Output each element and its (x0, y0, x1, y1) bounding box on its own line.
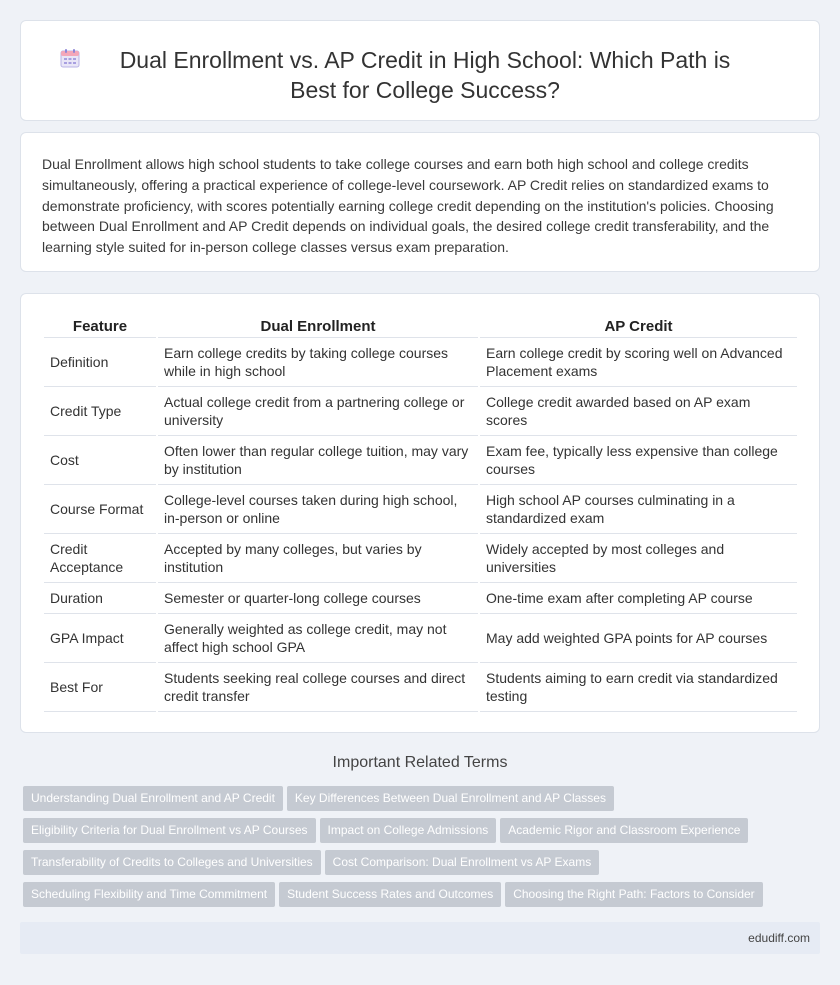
feature-cell: Credit Type (44, 387, 156, 436)
table-row (44, 614, 797, 663)
dual-enrollment-cell: Often lower than regular college tuition, may vary by institution (158, 436, 478, 485)
comparison-table (42, 314, 799, 712)
related-term-tag[interactable]: Understanding Dual Enrollment and AP Credit (23, 786, 283, 811)
feature-cell: GPA Impact (44, 614, 156, 663)
footer-site-link[interactable]: edudiff.com (748, 931, 810, 945)
table-header-row (44, 314, 797, 338)
table-row (44, 387, 797, 436)
tag-row (23, 882, 813, 914)
footer-bar (20, 922, 820, 954)
related-term-tag[interactable]: Student Success Rates and Outcomes (279, 882, 501, 907)
dual-enrollment-cell: Semester or quarter-long college courses (158, 583, 478, 614)
table-row (44, 436, 797, 485)
related-term-tag[interactable]: Eligibility Criteria for Dual Enrollment vs AP Courses (23, 818, 316, 843)
dual-enrollment-cell: Earn college credits by taking college courses while in high school (158, 338, 478, 387)
feature-cell: Duration (44, 583, 156, 614)
related-term-tag[interactable]: Cost Comparison: Dual Enrollment vs AP Exams (325, 850, 600, 875)
table-row (44, 663, 797, 712)
table-row (44, 338, 797, 387)
intro-card (20, 132, 820, 272)
tag-row (23, 786, 813, 818)
feature-cell: Cost (44, 436, 156, 485)
column-header-dual-enrollment: Dual Enrollment (158, 314, 478, 338)
related-terms-heading: Important Related Terms (332, 754, 508, 771)
related-term-tag[interactable]: Impact on College Admissions (320, 818, 497, 843)
dual-enrollment-cell: Students seeking real college courses and direct credit transfer (158, 663, 478, 712)
ap-credit-cell: High school AP courses culminating in a standardized exam (480, 485, 797, 534)
ap-credit-cell: May add weighted GPA points for AP courses (480, 614, 797, 663)
page-title: Dual Enrollment vs. AP Credit in High School: Which Path is Best for College Success? (119, 47, 731, 103)
header-card (20, 20, 820, 121)
tag-row (23, 850, 813, 882)
table-row (44, 485, 797, 534)
column-header-ap-credit: AP Credit (480, 314, 797, 338)
feature-cell: Best For (44, 663, 156, 712)
related-term-tag[interactable]: Scheduling Flexibility and Time Commitment (23, 882, 275, 907)
dual-enrollment-cell: Generally weighted as college credit, may not affect high school GPA (158, 614, 478, 663)
ap-credit-cell: College credit awarded based on AP exam scores (480, 387, 797, 436)
related-term-tag[interactable]: Choosing the Right Path: Factors to Consider (505, 882, 762, 907)
feature-cell: Definition (44, 338, 156, 387)
table-row (44, 534, 797, 583)
table-row (44, 583, 797, 614)
dual-enrollment-cell: College-level courses taken during high school, in-person or online (158, 485, 478, 534)
ap-credit-cell: Students aiming to earn credit via standardized testing (480, 663, 797, 712)
ap-credit-cell: Earn college credit by scoring well on Advanced Placement exams (480, 338, 797, 387)
ap-credit-cell: Widely accepted by most colleges and universities (480, 534, 797, 583)
related-term-tag[interactable]: Academic Rigor and Classroom Experience (500, 818, 748, 843)
feature-cell: Course Format (44, 485, 156, 534)
column-header-feature: Feature (44, 314, 156, 338)
tag-row (23, 818, 813, 850)
related-terms-tags (23, 786, 813, 914)
dual-enrollment-cell: Actual college credit from a partnering college or university (158, 387, 478, 436)
comparison-table-card (20, 293, 820, 733)
feature-cell: Credit Acceptance (44, 534, 156, 583)
related-term-tag[interactable]: Transferability of Credits to Colleges and Universities (23, 850, 321, 875)
related-term-tag[interactable]: Key Differences Between Dual Enrollment and AP Classes (287, 786, 614, 811)
intro-paragraph: Dual Enrollment allows high school students to take college courses and earn both high school and college credits simultaneously, offering a practical experience of college-level coursework. AP Credit relies on standardized exams to demonstrate proficiency, with scores potentially earning college credit depending on the institution's policies. Choosing between Dual Enrollment and AP Credit depends on individual goals, the desired college credit transferability, and the learning style suited for in-person college classes versus exam preparation. (42, 156, 774, 256)
ap-credit-cell: Exam fee, typically less expensive than college courses (480, 436, 797, 485)
dual-enrollment-cell: Accepted by many colleges, but varies by institution (158, 534, 478, 583)
ap-credit-cell: One-time exam after completing AP course (480, 583, 797, 614)
